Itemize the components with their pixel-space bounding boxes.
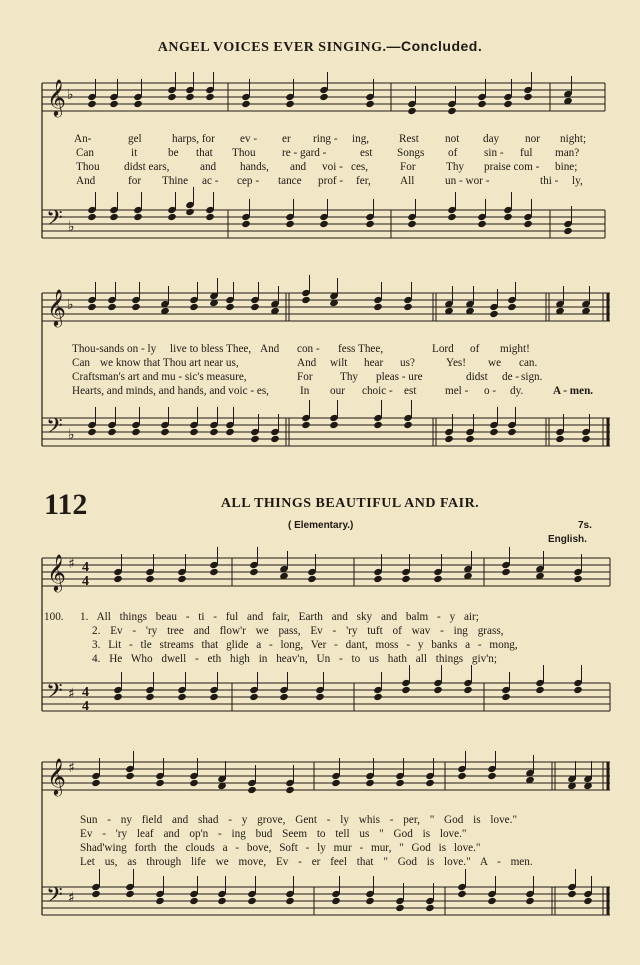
- lyrics-block-1: [0, 133, 640, 193]
- note-head: [250, 303, 260, 311]
- treble-staff-4: [0, 757, 640, 807]
- svg-text:𝄞: 𝄞: [47, 553, 66, 591]
- note-head: [177, 575, 187, 583]
- svg-text:𝄞: 𝄞: [47, 757, 66, 795]
- system-brace-1: [0, 78, 45, 248]
- lyric-8-5: est: [404, 385, 417, 397]
- lyric-5-3: And: [260, 343, 280, 355]
- lyric-4-6: tance: [278, 175, 302, 187]
- note-head: [395, 904, 405, 912]
- lyric-5-5: fess Thee,: [338, 343, 384, 355]
- note-head: [465, 435, 475, 443]
- lyric-3-7: ces,: [351, 161, 369, 173]
- verse-3-line-1: 3. Lit - tle streams that glide a - long, Ver - dant, moss - y banks a - mong,: [92, 639, 518, 651]
- note-head: [285, 220, 295, 228]
- verse-4-line-2: Let us, as through life we move, Ev - er feel that " God is love." A - men.: [80, 856, 533, 868]
- lyric-7-2: For: [297, 371, 313, 383]
- lyric-4-4: ac -: [202, 175, 219, 187]
- lyric-4-1: And: [76, 175, 96, 187]
- lyric-4-5: cep -: [237, 175, 260, 187]
- note-head: [401, 686, 411, 694]
- note-head: [433, 686, 443, 694]
- note-head: [307, 575, 317, 583]
- lyric-4-3: Thine: [162, 175, 189, 187]
- note-head: [205, 93, 215, 101]
- svg-text:𝄢: 𝄢: [46, 883, 63, 913]
- lyric-2-8: Songs: [397, 147, 425, 159]
- lyric-2-3: be: [168, 147, 179, 159]
- lyric-4-9: All: [400, 175, 415, 187]
- treble-staff-3: [0, 553, 640, 603]
- svg-text:4: 4: [82, 560, 89, 575]
- header-title: ANGEL VOICES EVER SINGING.: [157, 40, 387, 55]
- lyric-6-4: wilt: [330, 357, 348, 369]
- lyric-1-6: ring -: [313, 133, 338, 145]
- lyric-4-10: un - wor -: [445, 175, 490, 187]
- svg-text:4: 4: [82, 699, 89, 714]
- lyric-3-8: For: [400, 161, 416, 173]
- lyric-6-8: we: [488, 357, 502, 369]
- note-head: [477, 220, 487, 228]
- lyric-7-1: Craftsman's art and mu - sic's measure,: [72, 371, 247, 383]
- lyric-6-5: hear: [364, 357, 384, 369]
- lyric-3-4: hands,: [240, 161, 269, 173]
- lyric-2-11: ful: [520, 147, 533, 159]
- lyric-4-8: fer,: [356, 175, 371, 187]
- lyric-8-8: dy.: [510, 385, 524, 397]
- lyric-3-2: didst ears,: [124, 161, 170, 173]
- note-head: [131, 428, 141, 436]
- lyric-3-1: Thou: [76, 161, 100, 173]
- note-head: [113, 575, 123, 583]
- lyric-4-2: for: [128, 175, 142, 187]
- lyric-6-7: Yes!: [446, 357, 467, 369]
- lyrics-block-2: [0, 343, 640, 403]
- note-head: [279, 693, 289, 701]
- lyric-2-7: est: [360, 147, 373, 159]
- lyric-1-10: day: [483, 133, 500, 145]
- lyric-1-12: night;: [560, 133, 587, 145]
- lyric-2-5: Thou: [232, 147, 256, 159]
- hymn-subtitle: ( Elementary.): [288, 520, 354, 531]
- lyric-1-3: harps, for: [172, 133, 215, 145]
- note-head: [209, 568, 219, 576]
- note-head: [155, 897, 165, 905]
- hymn-title: ALL THINGS BEAUTIFUL AND FAIR.: [220, 496, 480, 511]
- svg-text:♭: ♭: [68, 219, 75, 235]
- lyric-2-1: Can: [76, 147, 95, 159]
- note-head: [167, 93, 177, 101]
- treble-staff-1: [0, 78, 640, 128]
- lyric-4-7: prof -: [318, 175, 344, 187]
- note-head: [373, 421, 383, 429]
- note-head: [177, 693, 187, 701]
- note-head: [87, 428, 97, 436]
- note-head: [185, 93, 195, 101]
- note-head: [433, 575, 443, 583]
- note-head: [125, 890, 135, 898]
- note-head: [373, 693, 383, 701]
- note-head: [217, 897, 227, 905]
- note-head: [133, 100, 143, 108]
- lyric-5-1: Thou-sands on - ly: [72, 343, 157, 355]
- verse-3-line-2: Shad'wing forth the clouds a - bove, Soft - ly mur - mur, " God is love.": [80, 842, 481, 854]
- lyric-5-2: live to bless Thee,: [170, 343, 252, 355]
- hymn-meter: 7s.: [578, 520, 592, 531]
- note-head: [407, 107, 417, 115]
- note-head: [91, 779, 101, 787]
- verse-2-line-1: 2. Ev - 'ry tree and flow'r we pass, Ev - 'ry tuft of wav - ing grass,: [92, 625, 504, 637]
- note-head: [583, 897, 593, 905]
- note-head: [487, 897, 497, 905]
- note-head: [249, 568, 259, 576]
- lyric-8-2: In: [300, 385, 310, 397]
- page-header: [0, 38, 640, 56]
- note-head: [241, 100, 251, 108]
- lyric-8-4: choic -: [362, 385, 393, 397]
- note-head: [503, 213, 513, 221]
- lyric-5-7: of: [470, 343, 480, 355]
- note-head: [113, 693, 123, 701]
- lyric-6-6: us?: [400, 357, 415, 369]
- note-head: [567, 890, 577, 898]
- note-head: [87, 213, 97, 221]
- note-head: [425, 779, 435, 787]
- note-head: [209, 693, 219, 701]
- lyric-3-9: Thy: [446, 161, 465, 173]
- note-head: [489, 428, 499, 436]
- note-head: [365, 897, 375, 905]
- verse-4-line-1: 4. He Who dwell - eth high in heav'n, Un - to us hath all things giv'n;: [92, 653, 497, 665]
- note-head: [87, 100, 97, 108]
- note-head: [403, 303, 413, 311]
- lyric-8-9: A - men.: [553, 385, 594, 397]
- note-head: [501, 568, 511, 576]
- note-head: [563, 227, 573, 235]
- note-head: [241, 220, 251, 228]
- verses-block-2: [0, 814, 640, 874]
- lyric-2-6: re - gard -: [282, 147, 327, 159]
- note-head: [270, 435, 280, 443]
- lyric-3-11: bine;: [555, 161, 578, 173]
- note-head: [301, 296, 311, 304]
- lyric-3-5: and: [290, 161, 307, 173]
- lyric-1-4: ev -: [240, 133, 258, 145]
- note-head: [329, 421, 339, 429]
- note-head: [507, 303, 517, 311]
- svg-text:♯: ♯: [68, 556, 75, 572]
- system-brace-4: [0, 757, 45, 927]
- svg-text:♭: ♭: [68, 427, 75, 443]
- lyric-8-6: mel -: [445, 385, 469, 397]
- note-head: [447, 107, 457, 115]
- verse-1-line-1: 1. All things beau - ti - ful and fair, Earth and sky and balm - y air;: [80, 611, 479, 623]
- svg-text:4: 4: [82, 685, 89, 700]
- note-head: [145, 575, 155, 583]
- note-head: [247, 897, 257, 905]
- verses-block-1: [0, 611, 640, 671]
- note-head: [133, 213, 143, 221]
- svg-text:𝄢: 𝄢: [46, 679, 63, 709]
- svg-text:𝄢: 𝄢: [46, 414, 63, 444]
- note-head: [365, 100, 375, 108]
- svg-text:♯: ♯: [68, 890, 75, 906]
- system-brace-2: [0, 288, 45, 458]
- note-head: [205, 213, 215, 221]
- lyric-1-8: Rest: [399, 133, 419, 145]
- svg-text:𝄢: 𝄢: [46, 206, 63, 236]
- lyric-4-11: thi -: [540, 175, 559, 187]
- bass-staff-4: [0, 882, 640, 932]
- note-head: [155, 779, 165, 787]
- note-head: [523, 93, 533, 101]
- system-brace-3: [0, 553, 45, 723]
- svg-text:♭: ♭: [67, 297, 74, 313]
- note-head: [444, 435, 454, 443]
- note-head: [525, 897, 535, 905]
- bass-staff-3: [0, 678, 640, 728]
- note-head: [477, 100, 487, 108]
- note-head: [365, 779, 375, 787]
- header-suffix: —Concluded.: [386, 38, 483, 54]
- note-head: [131, 303, 141, 311]
- note-head: [463, 686, 473, 694]
- lyric-2-10: sin -: [484, 147, 504, 159]
- note-head: [250, 435, 260, 443]
- svg-text:4: 4: [82, 574, 89, 589]
- note-head: [373, 575, 383, 583]
- note-head: [425, 904, 435, 912]
- note-head: [403, 421, 413, 429]
- note-head: [189, 779, 199, 787]
- note-head: [301, 421, 311, 429]
- lyric-7-6: de -: [502, 371, 520, 383]
- note-head: [107, 428, 117, 436]
- lyric-7-7: sign.: [521, 371, 543, 383]
- lyric-7-3: Thy: [340, 371, 359, 383]
- note-head: [189, 428, 199, 436]
- bass-staff-2: [0, 413, 640, 463]
- verse-1-line-2: Sun - ny field and shad - y grove, Gent - ly whis - per, " God is love.": [80, 814, 518, 826]
- lyric-5-8: might!: [500, 343, 530, 355]
- lyric-1-2: gel: [128, 133, 142, 145]
- note-head: [535, 686, 545, 694]
- svg-text:𝄞: 𝄞: [47, 288, 66, 326]
- note-head: [109, 100, 119, 108]
- note-head: [401, 575, 411, 583]
- lyric-1-11: nor: [525, 133, 540, 145]
- verse-2-line-2: Ev - 'ry leaf and op'n - ing bud Seem to tell us " God is love.": [80, 828, 467, 840]
- note-head: [225, 303, 235, 311]
- note-head: [315, 693, 325, 701]
- lyric-1-9: not: [445, 133, 460, 145]
- note-head: [145, 693, 155, 701]
- lyric-1-5: er: [282, 133, 291, 145]
- lyric-8-1: Hearts, and minds, and hands, and voic - es,: [72, 385, 269, 397]
- lyric-2-2: it: [131, 147, 138, 159]
- tune-origin: English.: [548, 534, 587, 545]
- note-head: [581, 435, 591, 443]
- note-head: [331, 779, 341, 787]
- treble-staff-2: [0, 288, 640, 338]
- note-head: [247, 786, 257, 794]
- note-head: [365, 220, 375, 228]
- note-head: [189, 897, 199, 905]
- svg-text:♯: ♯: [68, 686, 75, 702]
- hymn-ref: 100.: [44, 611, 64, 623]
- note-head: [503, 100, 513, 108]
- note-head: [125, 772, 135, 780]
- note-head: [487, 772, 497, 780]
- lyric-6-2: we know that Thou art near us,: [100, 357, 239, 369]
- lyric-3-10: praise com -: [484, 161, 540, 173]
- note-head: [160, 428, 170, 436]
- note-head: [285, 897, 295, 905]
- lyric-8-7: o -: [484, 385, 497, 397]
- note-head: [373, 303, 383, 311]
- lyric-3-6: voi -: [322, 161, 343, 173]
- lyric-4-12: ly,: [572, 175, 583, 187]
- lyric-7-4: pleas - ure: [376, 371, 423, 383]
- note-head: [507, 428, 517, 436]
- note-head: [285, 100, 295, 108]
- svg-text:♭: ♭: [67, 87, 74, 103]
- lyric-1-1: An-: [74, 133, 92, 145]
- lyric-2-9: of: [448, 147, 458, 159]
- note-head: [167, 213, 177, 221]
- lyric-1-7: ing,: [352, 133, 370, 145]
- note-head: [319, 220, 329, 228]
- lyric-3-3: and: [200, 161, 217, 173]
- svg-text:𝄞: 𝄞: [47, 78, 66, 116]
- note-head: [407, 220, 417, 228]
- note-head: [107, 303, 117, 311]
- lyric-5-6: Lord: [432, 343, 454, 355]
- svg-text:♯: ♯: [68, 760, 75, 776]
- note-head: [91, 890, 101, 898]
- note-head: [225, 428, 235, 436]
- hymn-number: 112: [44, 488, 88, 521]
- note-head: [189, 303, 199, 311]
- note-head: [523, 220, 533, 228]
- note-head: [457, 890, 467, 898]
- note-head: [489, 310, 499, 318]
- note-head: [87, 303, 97, 311]
- note-head: [249, 693, 259, 701]
- lyric-7-5: didst: [466, 371, 488, 383]
- note-head: [331, 897, 341, 905]
- lyric-2-12: man?: [555, 147, 580, 159]
- note-head: [457, 772, 467, 780]
- bass-staff-1: [0, 205, 640, 255]
- note-head: [573, 575, 583, 583]
- note-head: [555, 435, 565, 443]
- note-head: [185, 208, 195, 216]
- note-head: [209, 428, 219, 436]
- lyric-5-4: con -: [297, 343, 320, 355]
- lyric-6-9: can.: [519, 357, 538, 369]
- lyric-6-3: And: [297, 357, 317, 369]
- note-head: [109, 213, 119, 221]
- note-head: [285, 786, 295, 794]
- note-head: [447, 213, 457, 221]
- note-head: [573, 686, 583, 694]
- note-head: [319, 93, 329, 101]
- lyric-8-3: our: [330, 385, 345, 397]
- lyric-2-4: that: [196, 147, 213, 159]
- note-head: [501, 693, 511, 701]
- note-head: [395, 779, 405, 787]
- lyric-6-1: Can: [72, 357, 91, 369]
